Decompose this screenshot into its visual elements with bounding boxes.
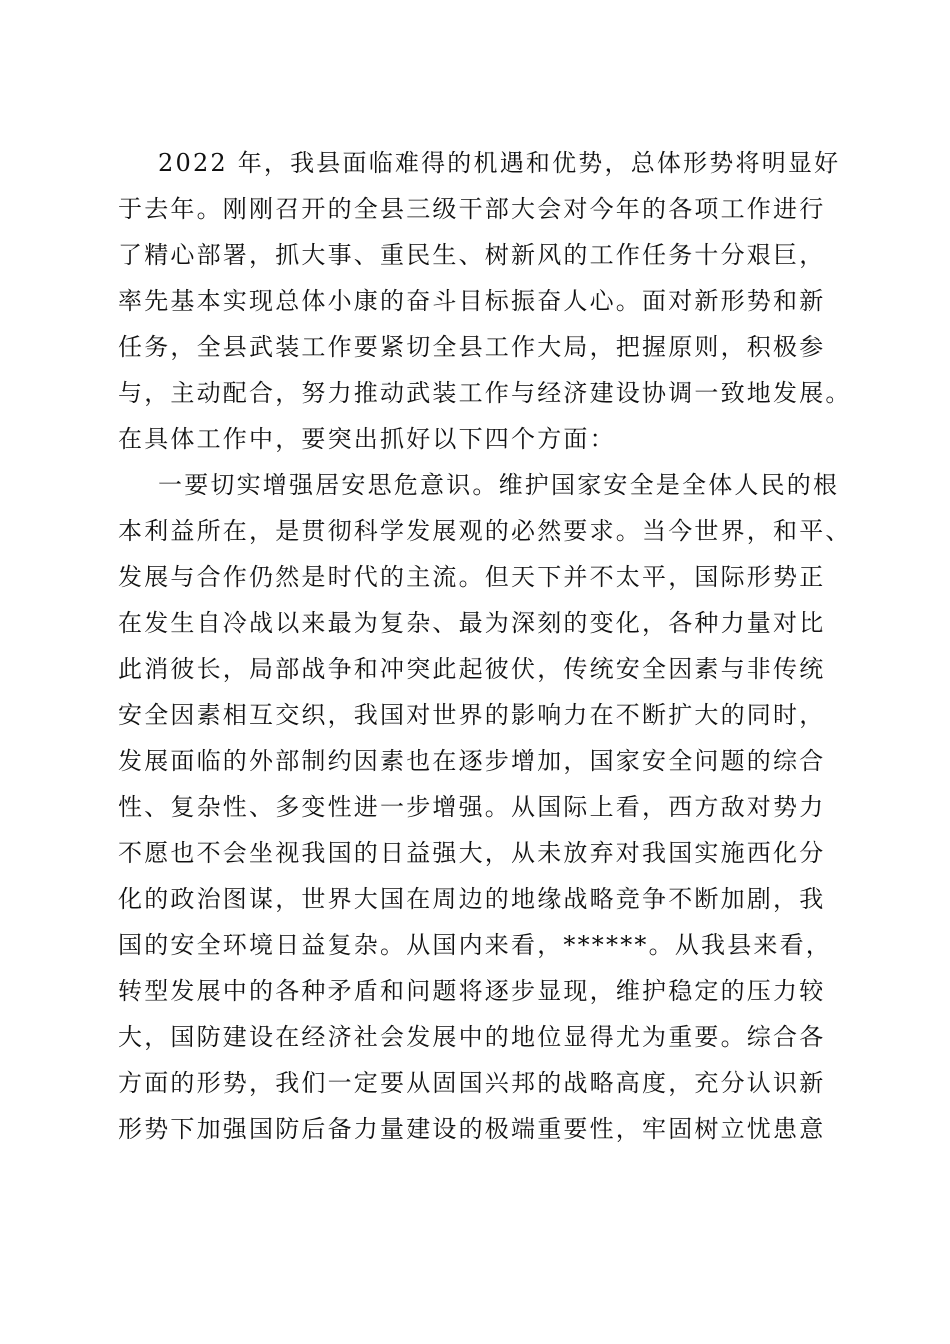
paragraph-line: 在发生自冷战以来最为复杂、最为深刻的变化，各种力量对比 [118, 609, 826, 637]
paragraph-line: 一要切实增强居安思危意识。维护国家安全是全体人民的根 [158, 471, 840, 499]
paragraph-line: 形势下加强国防后备力量建设的极端重要性，牢固树立忧患意 [118, 1115, 826, 1143]
paragraph-line: 国的安全环境日益复杂。从国内来看，******。从我县来看， [118, 931, 832, 959]
paragraph-line: 化的政治图谋，世界大国在周边的地缘战略竞争不断加剧，我 [118, 885, 826, 913]
paragraph-line: 性、复杂性、多变性进一步增强。从国际上看，西方敌对势力 [118, 793, 826, 821]
paragraph-line: 此消彼长，局部战争和冲突此起彼伏，传统安全因素与非传统 [118, 655, 826, 683]
paragraph-line: 了精心部署，抓大事、重民生、树新风的工作任务十分艰巨， [118, 241, 826, 269]
paragraph-line: 不愿也不会坐视我国的日益强大，从未放弃对我国实施西化分 [118, 839, 826, 867]
paragraph-line: 2022 年，我县面临难得的机遇和优势，总体形势将明显好 [158, 149, 841, 177]
paragraph-1 [118, 140, 852, 462]
paragraph-line: 在具体工作中，要突出抓好以下四个方面： [118, 425, 616, 453]
paragraph-line: 安全因素相互交织，我国对世界的影响力在不断扩大的同时， [118, 701, 826, 729]
paragraph-line: 转型发展中的各种矛盾和问题将逐步显现，维护稳定的压力较 [118, 977, 826, 1005]
paragraph-line: 率先基本实现总体小康的奋斗目标振奋人心。面对新形势和新 [118, 287, 826, 315]
paragraph-line: 方面的形势，我们一定要从固国兴邦的战略高度，充分认识新 [118, 1069, 826, 1097]
paragraph-line: 发展面临的外部制约因素也在逐步增加，国家安全问题的综合 [118, 747, 826, 775]
paragraph-line: 与，主动配合，努力推动武装工作与经济建设协调一致地发展。 [118, 379, 852, 407]
paragraph-line: 发展与合作仍然是时代的主流。但天下并不太平，国际形势正 [118, 563, 826, 591]
paragraph-2 [118, 462, 852, 1152]
paragraph-line: 任务，全县武装工作要紧切全县工作大局，把握原则，积极参 [118, 333, 826, 361]
paragraph-line: 大，国防建设在经济社会发展中的地位显得尤为重要。综合各 [118, 1023, 826, 1051]
paragraph-line: 本利益所在，是贯彻科学发展观的必然要求。当今世界，和平、 [118, 517, 852, 545]
paragraph-line: 于去年。刚刚召开的全县三级干部大会对今年的各项工作进行 [118, 195, 826, 223]
document-body [118, 140, 852, 1152]
